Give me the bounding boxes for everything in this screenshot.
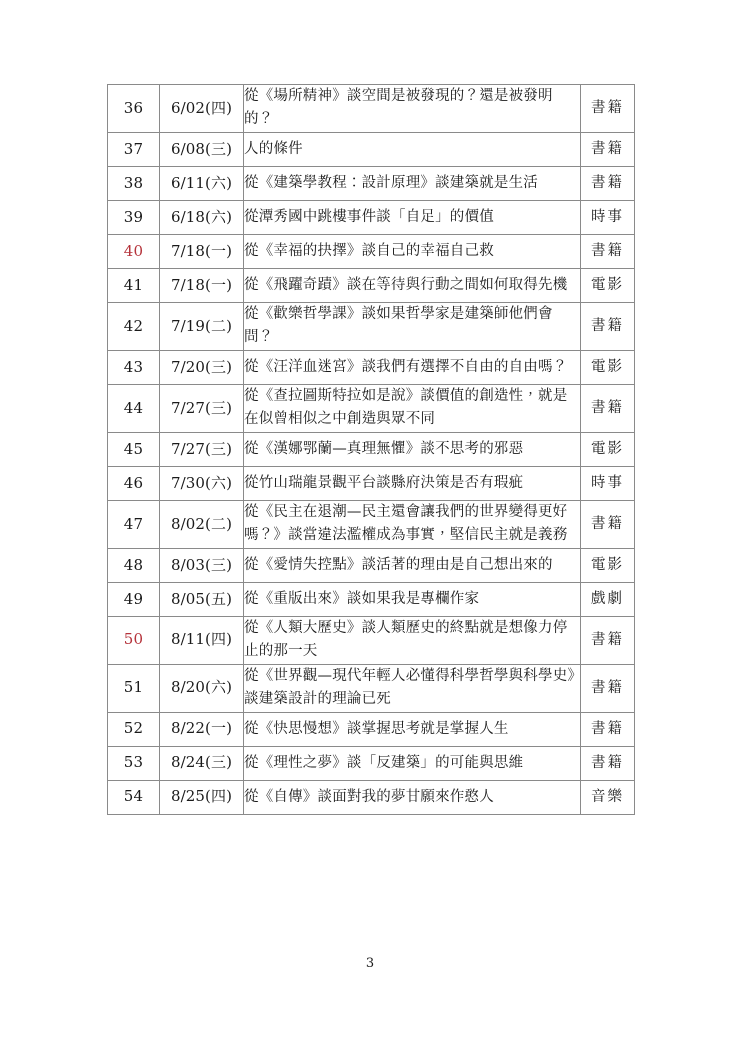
- row-number-cell: 36: [108, 85, 160, 133]
- row-topic-cell: 從《查拉圖斯特拉如是說》談價值的創造性，就是在似曾相似之中創造與眾不同: [244, 384, 581, 432]
- row-number-cell: 47: [108, 500, 160, 548]
- row-topic-cell: 從《漢娜鄂蘭—真理無懼》談不思考的邪惡: [244, 432, 581, 466]
- row-number-cell: 49: [108, 582, 160, 616]
- page-number: 3: [365, 956, 375, 971]
- row-topic-cell: 從《世界觀—現代年輕人必懂得科學哲學與科學史》談建築設計的理論已死: [244, 664, 581, 712]
- row-topic-cell: 從《自傳》談面對我的夢甘願來作憨人: [244, 780, 581, 814]
- lecture-schedule-table: [107, 84, 635, 815]
- table-row: [108, 350, 635, 384]
- row-number-cell: 54: [108, 780, 160, 814]
- row-topic-cell: 從《飛躍奇蹟》談在等待與行動之間如何取得先機: [244, 268, 581, 302]
- row-date-cell: 7/27(三): [160, 384, 244, 432]
- row-category-cell: 書籍: [581, 746, 635, 780]
- row-topic-cell: 從《重版出來》談如果我是專欄作家: [244, 582, 581, 616]
- table-row: [108, 302, 635, 350]
- row-date-cell: 8/11(四): [160, 616, 244, 664]
- row-number-cell: 40: [108, 234, 160, 268]
- row-topic-cell: 從《愛情失控點》談活著的理由是自己想出來的: [244, 548, 581, 582]
- table-row: [108, 780, 635, 814]
- row-number-cell: 43: [108, 350, 160, 384]
- row-number-cell: 39: [108, 200, 160, 234]
- row-category-cell: 書籍: [581, 500, 635, 548]
- row-number-cell: 50: [108, 616, 160, 664]
- table-row: [108, 85, 635, 133]
- row-date-cell: 8/05(五): [160, 582, 244, 616]
- row-category-cell: 電影: [581, 268, 635, 302]
- table-row: [108, 384, 635, 432]
- row-number-cell: 41: [108, 268, 160, 302]
- row-topic-cell: 從潭秀國中跳樓事件談「自足」的價值: [244, 200, 581, 234]
- row-number-cell: 37: [108, 132, 160, 166]
- row-topic-cell: 從《人類大歷史》談人類歷史的終點就是想像力停止的那一天: [244, 616, 581, 664]
- row-category-cell: 書籍: [581, 166, 635, 200]
- row-date-cell: 7/30(六): [160, 466, 244, 500]
- row-date-cell: 7/18(一): [160, 234, 244, 268]
- table-body: [108, 85, 635, 815]
- table-row: [108, 432, 635, 466]
- row-date-cell: 8/24(三): [160, 746, 244, 780]
- table-row: [108, 466, 635, 500]
- table-row: [108, 234, 635, 268]
- row-topic-cell: 從《快思慢想》談掌握思考就是掌握人生: [244, 712, 581, 746]
- row-date-cell: 6/02(四): [160, 85, 244, 133]
- row-number-cell: 44: [108, 384, 160, 432]
- row-number-cell: 51: [108, 664, 160, 712]
- row-topic-cell: 從《建築學教程：設計原理》談建築就是生活: [244, 166, 581, 200]
- row-date-cell: 8/20(六): [160, 664, 244, 712]
- table-row: [108, 132, 635, 166]
- table-row: [108, 582, 635, 616]
- row-category-cell: 書籍: [581, 712, 635, 746]
- row-date-cell: 8/03(三): [160, 548, 244, 582]
- row-topic-cell: 人的條件: [244, 132, 581, 166]
- row-category-cell: 戲劇: [581, 582, 635, 616]
- row-date-cell: 8/25(四): [160, 780, 244, 814]
- table-row: [108, 616, 635, 664]
- row-number-cell: 46: [108, 466, 160, 500]
- row-category-cell: 書籍: [581, 85, 635, 133]
- row-category-cell: 書籍: [581, 132, 635, 166]
- row-date-cell: 6/18(六): [160, 200, 244, 234]
- row-number-cell: 38: [108, 166, 160, 200]
- row-number-cell: 48: [108, 548, 160, 582]
- row-number-cell: 42: [108, 302, 160, 350]
- row-topic-cell: 從《幸福的抉擇》談自己的幸福自己救: [244, 234, 581, 268]
- table-row: [108, 712, 635, 746]
- row-date-cell: 7/20(三): [160, 350, 244, 384]
- row-category-cell: 書籍: [581, 234, 635, 268]
- row-number-cell: 45: [108, 432, 160, 466]
- row-topic-cell: 從《民主在退潮—民主還會讓我們的世界變得更好嗎？》談當違法濫權成為事實，堅信民主就是義務: [244, 500, 581, 548]
- row-category-cell: 書籍: [581, 384, 635, 432]
- row-topic-cell: 從竹山瑞龍景觀平台談縣府決策是否有瑕疵: [244, 466, 581, 500]
- row-number-cell: 52: [108, 712, 160, 746]
- table-row: [108, 200, 635, 234]
- row-category-cell: 電影: [581, 548, 635, 582]
- row-category-cell: 書籍: [581, 616, 635, 664]
- row-date-cell: 6/11(六): [160, 166, 244, 200]
- row-category-cell: 時事: [581, 466, 635, 500]
- row-date-cell: 6/08(三): [160, 132, 244, 166]
- row-category-cell: 電影: [581, 350, 635, 384]
- table-row: [108, 746, 635, 780]
- row-date-cell: 7/19(二): [160, 302, 244, 350]
- row-number-cell: 53: [108, 746, 160, 780]
- table-row: [108, 664, 635, 712]
- table-row: [108, 500, 635, 548]
- row-date-cell: 8/02(二): [160, 500, 244, 548]
- table-row: [108, 548, 635, 582]
- row-topic-cell: 從《歡樂哲學課》談如果哲學家是建築師他們會問？: [244, 302, 581, 350]
- row-date-cell: 7/27(三): [160, 432, 244, 466]
- row-category-cell: 時事: [581, 200, 635, 234]
- table-row: [108, 166, 635, 200]
- table-row: [108, 268, 635, 302]
- row-topic-cell: 從《場所精神》談空間是被發現的？還是被發明的？: [244, 85, 581, 133]
- row-date-cell: 8/22(一): [160, 712, 244, 746]
- row-date-cell: 7/18(一): [160, 268, 244, 302]
- row-category-cell: 電影: [581, 432, 635, 466]
- row-topic-cell: 從《汪洋血迷宮》談我們有選擇不自由的自由嗎？: [244, 350, 581, 384]
- row-topic-cell: 從《理性之夢》談「反建築」的可能與思維: [244, 746, 581, 780]
- row-category-cell: 書籍: [581, 302, 635, 350]
- row-category-cell: 書籍: [581, 664, 635, 712]
- row-category-cell: 音樂: [581, 780, 635, 814]
